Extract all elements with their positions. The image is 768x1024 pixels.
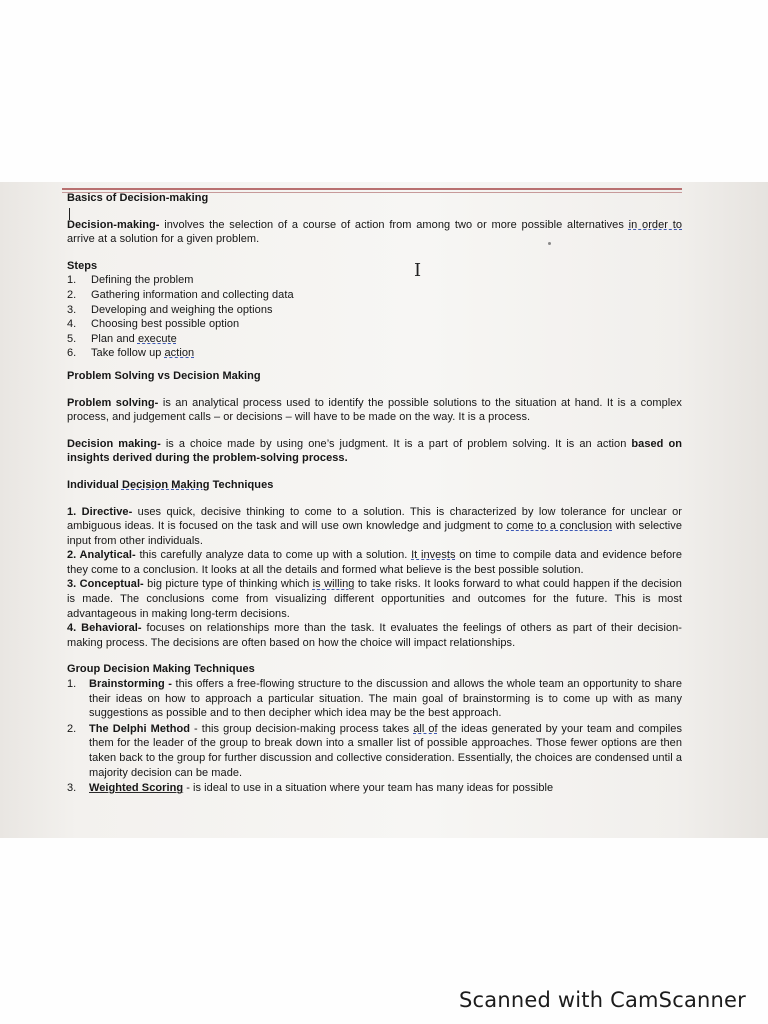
technique-analytical: 2. Analytical- this carefully analyze data to come up with a solution. It invests on time to compile data and evidence before they come to a conclusion. It looks at all the details and formed what believe is the best possible solution. [67,549,683,576]
list-item: 2. The Delphi Method - this group decision-making process takes all of the ideas generated by your team and compiles them for the leader of the group to break down into a smaller list of possible approaches. Those fewer options are then taken back to the group for further discussion and collective consideration. Essentially, the choices are condensed until a majority decision can be made. [67,722,682,779]
camscanner-watermark: Scanned with CamScanner [458,988,746,1012]
list-item: 6. Take follow up action [67,347,195,360]
list-item: 3. Developing and weighing the options [67,303,273,316]
definition-link: in order to [628,218,682,231]
list-item: 5. Plan and execute [67,332,177,345]
document-paper [0,182,768,838]
document-title: Basics of Decision-making [67,192,209,204]
group-techniques-list [67,677,682,796]
definition-text-post: arrive at a solution for a given problem. [67,233,260,246]
document-content [67,191,682,797]
group-techniques-heading: Group Decision Making Techniques [67,663,255,676]
ps-vs-dm-heading: Problem Solving vs Decision Making [67,369,261,382]
list-item: 2. Gathering information and collecting data [67,288,294,301]
definition-term: Decision-making- [67,218,160,231]
list-item: 1. Brainstorming - this offers a free-flowing structure to the discussion and allows the whole team an opportunity to share their ideas on how to approach a particular situation. The main goal of brainstorming is to come up with as many suggestions as possible and to then decipher which idea may be the best approach. [67,678,682,720]
technique-directive: 1. Directive- uses quick, decisive thinking to come to a solution. This is characterized by low tolerance for unclear or ambiguous ideas. It is focused on the task and will use own knowledge and judgment to come to a conclusion with selective input from other individuals. [67,505,683,547]
list-item: 1. Defining the problem [67,274,194,287]
definition-paragraph [67,218,682,247]
header-rule [62,188,682,190]
steps-heading: Steps [67,259,98,272]
list-item: 4. Choosing best possible option [67,318,240,331]
problem-solving-paragraph: Problem solving- is an analytical process used to identify the possible solutions to the situation at hand. It is a complex process, and judgement calls – or decisions – will have to be made on the way. It is a process. [67,396,682,424]
technique-conceptual: 3. Conceptual- big picture type of thinking which is willing to take risks. It looks forward to what could happen if the decision is made. The conclusions come from visualizing different opportunities and outcomes for the future. This is most advantageous in making long-term decisions. [67,578,682,620]
steps-list [67,273,682,361]
technique-behavioral: 4. Behavioral- focuses on relationships more than the task. It evaluates the feelings of others as part of their decision-making process. The decisions are often based on how the choice will impact relationships. [67,622,682,649]
definition-text-pre: involves the selection of a course of action from among two or more possible alternatives [159,218,629,231]
individual-techniques-heading: Individual Decision Making Techniques [67,478,274,491]
decision-making-paragraph: Decision making- is a choice made by using one’s judgment. It is a part of problem solving. It is an action based on insights derived during the problem-solving process. [67,437,683,465]
ibeam-cursor-icon: I [414,260,422,281]
list-item: 3. Weighted Scoring - is ideal to use in a situation where your team has many ideas for possible [67,782,554,795]
